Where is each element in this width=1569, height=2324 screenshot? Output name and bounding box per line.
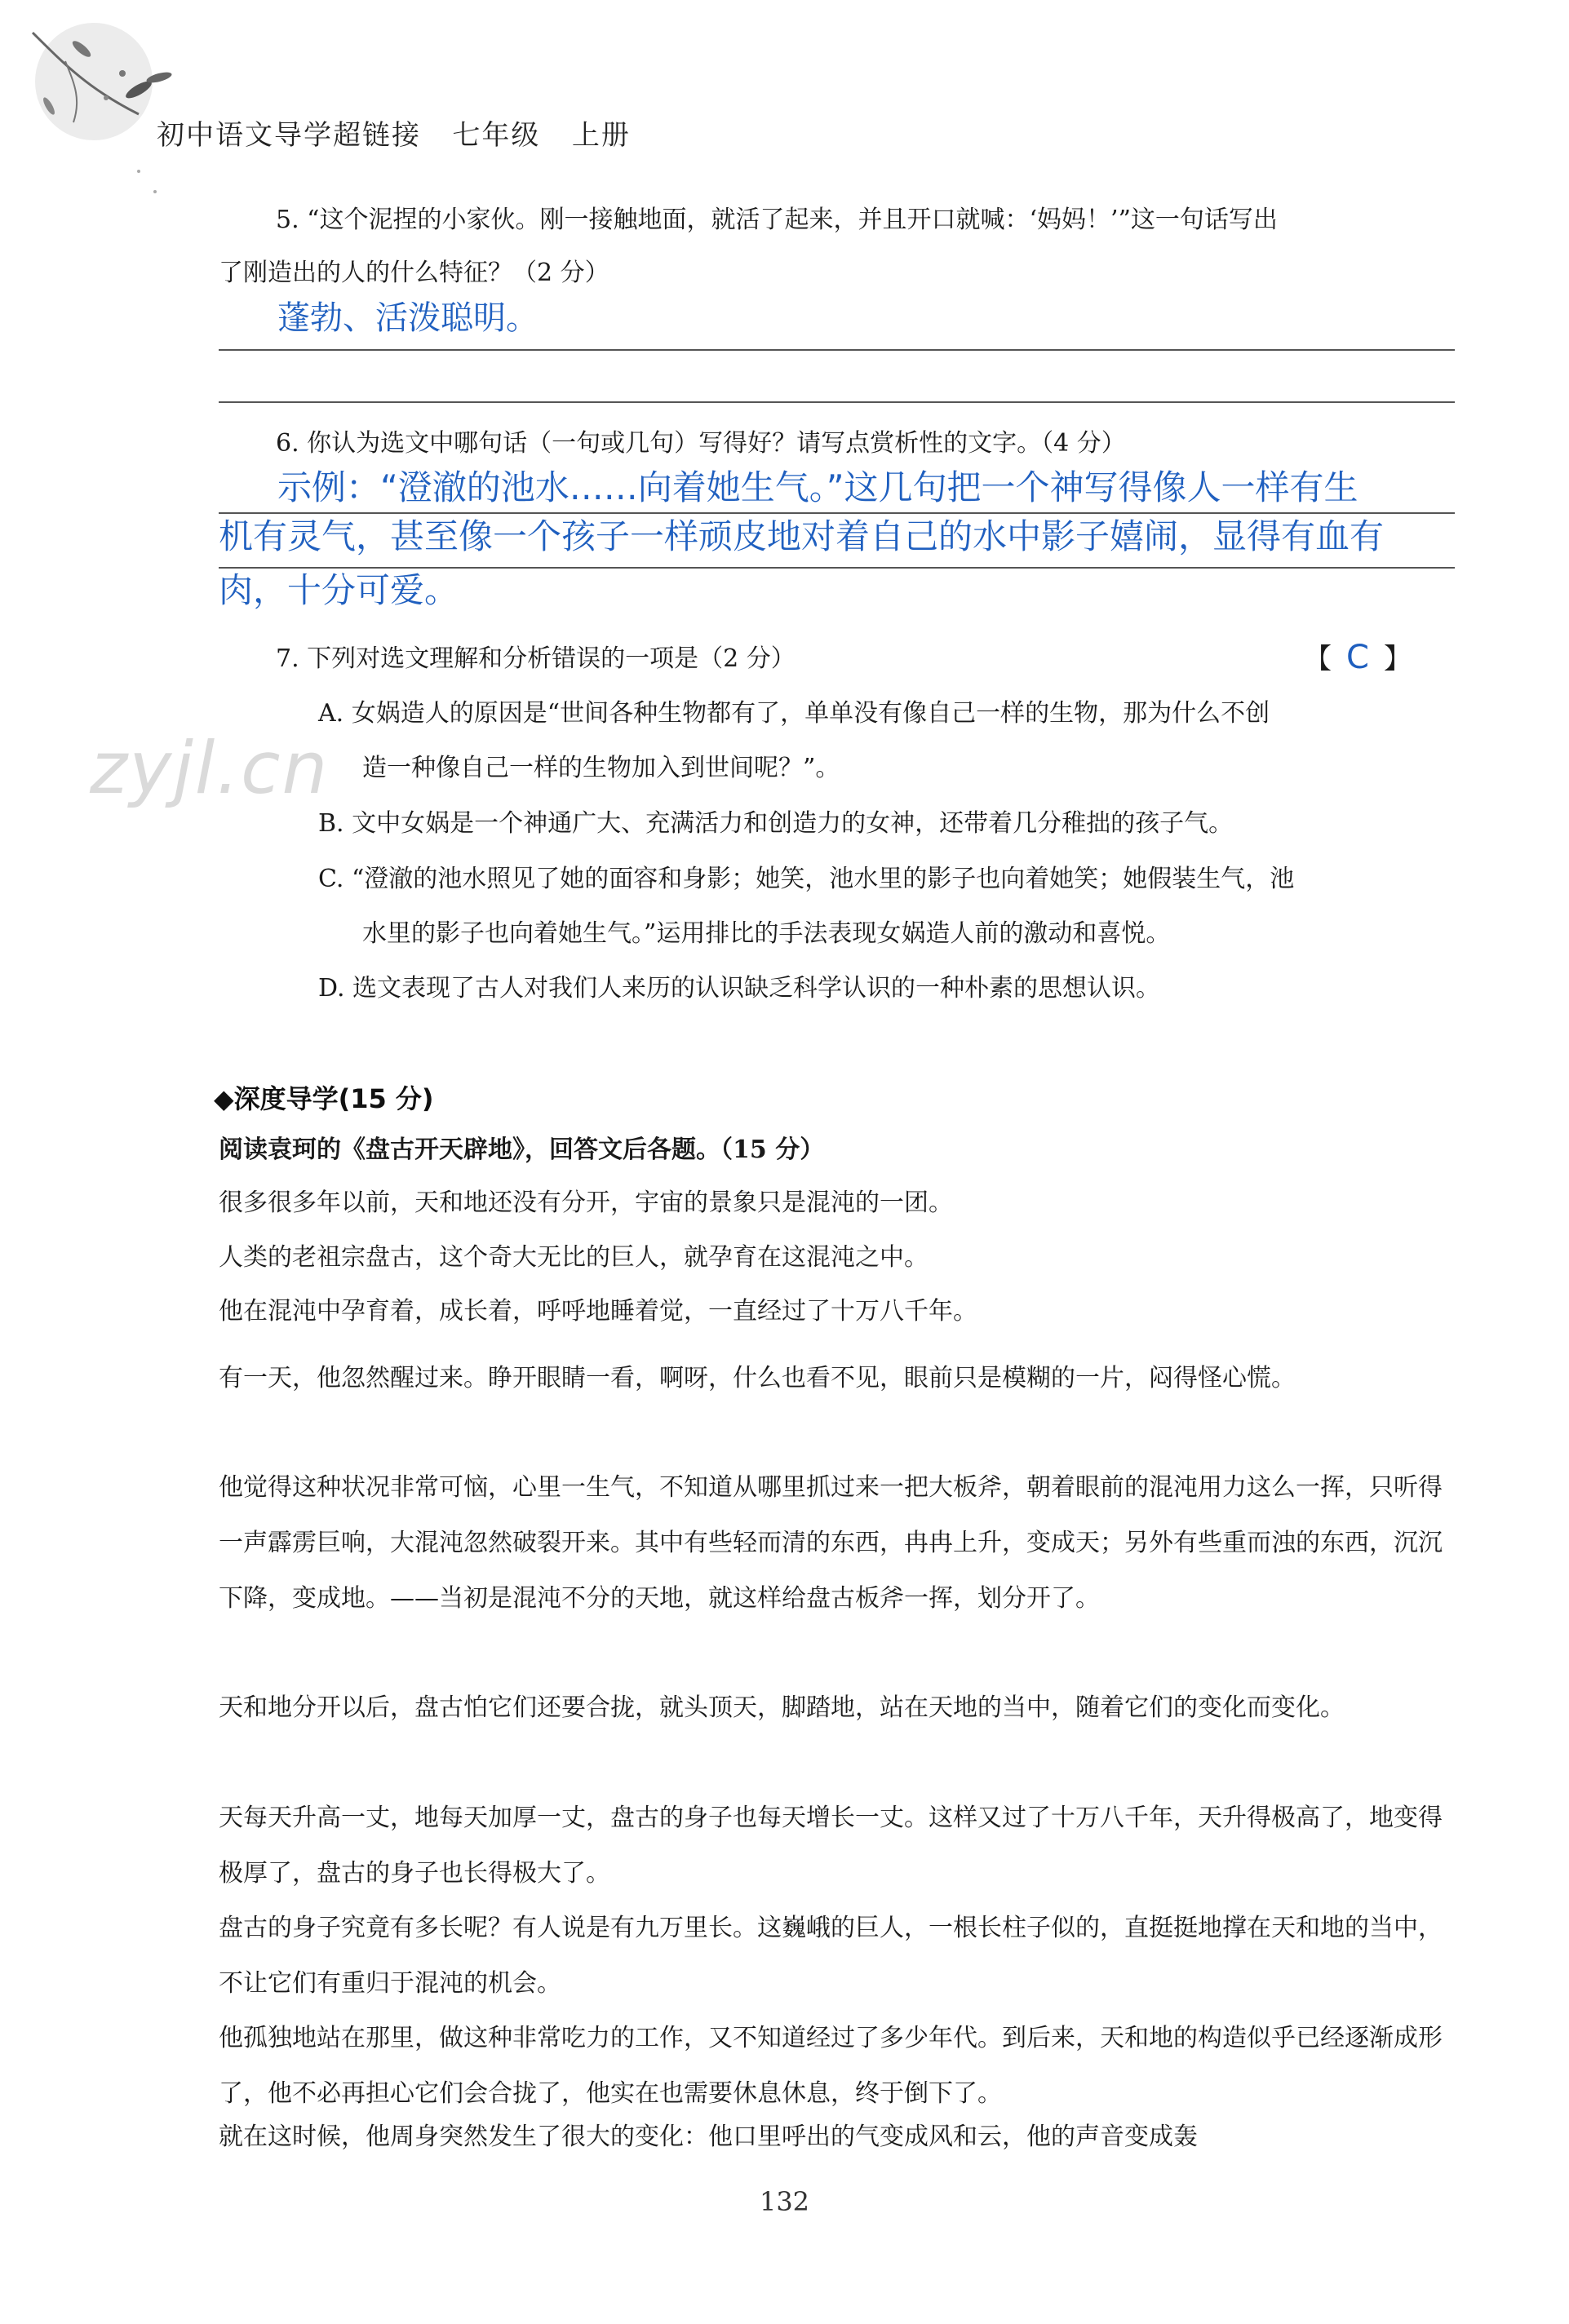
paragraph: 他在混沌中孕育着，成长着，呼呼地睡着觉，一直经过了十万八千年。: [219, 1297, 977, 1326]
section-intro: 阅读袁珂的《盘古开天辟地》，回答文后各题。（15 分）: [219, 1135, 825, 1164]
q7-option-a-line-1: A. 女娲造人的原因是“世间各种生物都有了，单单没有像自己一样的生物，那为什么不创: [318, 699, 1270, 728]
q7-option-c-line-1: C. “澄澈的池水照见了她的面容和身影；她笑，池水里的影子也向着她笑；她假装生气，池: [318, 865, 1295, 893]
q5-line-1: 5. “这个泥捏的小家伙。刚一接触地面，就活了起来，并且开口就喊：‘妈妈！’”这一句话写出: [276, 206, 1278, 234]
watermark: zyjl.cn: [90, 726, 330, 810]
branch-decoration-icon: [16, 16, 180, 196]
q5-answer: 蓬勃、活泼聪明。: [277, 299, 539, 337]
page-number: 132: [759, 2186, 810, 2217]
header-title: 初中语文导学超链接 七年级 上册: [157, 119, 631, 152]
q6-line-1: 6. 你认为选文中哪句话（一句或几句）写得好？请写点赏析性的文字。（4 分）: [276, 429, 1126, 458]
q7-answer: C: [1346, 639, 1369, 676]
section-heading: [214, 1078, 434, 1116]
bracket-open: 【: [1304, 643, 1332, 675]
answer-line: [219, 401, 1455, 403]
paragraph: 他孤独地站在那里，做这种非常吃力的工作，又不知道经过了多少年代。到后来，天和地的构造似乎已经逐渐成形了，他不必再担心它们会合拢了，他实在也需要休息休息，终于倒下了。: [219, 2024, 1443, 2108]
paragraph: 就在这时候，他周身突然发生了很大的变化：他口里呼出的气变成风和云，他的声音变成轰: [219, 2123, 1198, 2151]
q7-option-b: B. 文中女娲是一个神通广大、充满活力和创造力的女神，还带着几分稚拙的孩子气。: [318, 809, 1234, 838]
paragraph: 天和地分开以后，盘古怕它们还要合拢，就头顶天，脚踏地，站在天地的当中，随着它们的变化而变化。: [219, 1693, 1345, 1722]
q7-question: 7. 下列对选文理解和分析错误的一项是（2 分）: [276, 644, 796, 673]
q7-answer-bracket: [1304, 636, 1412, 676]
answer-line: [219, 349, 1455, 351]
paragraph: 人类的老祖宗盘古，这个奇大无比的巨人，就孕育在这混沌之中。: [219, 1243, 929, 1272]
paragraph: 他觉得这种状况非常可恼，心里一生气，不知道从哪里抓过来一把大板斧，朝着眼前的混沌用力这么一挥，只听得一声霹雳巨响，大混沌忽然破裂开来。其中有些轻而清的东西，冉冉上升，变成天；另外有些重而浊的东西，沉沉下降，变成地。——当初是混沌不分的天地，就这样给盘古板斧一挥，划分开了。: [219, 1473, 1443, 1613]
q7-option-d: D. 选文表现了古人对我们人来历的认识缺乏科学认识的一种朴素的思想认识。: [318, 974, 1161, 1003]
q6-answer-line-2: 机有灵气，甚至像一个孩子一样顽皮地对着自己的水中影子嬉闹，显得有血有: [219, 516, 1385, 556]
q6-answer-line-1: 示例：“澄澈的池水……向着她生气。”这几句把一个神写得像人一样有生: [277, 467, 1358, 507]
section-marker-icon: ◆: [214, 1083, 234, 1114]
paragraph: 天每天升高一丈，地每天加厚一丈，盘古的身子也每天增长一丈。这样又过了十万八千年，天升得极高了，地变得极厚了，盘古的身子也长得极大了。: [219, 1804, 1443, 1888]
q6-answer-line-3: 肉，十分可爱。: [219, 570, 459, 610]
section-title: 深度导学(15 分): [233, 1083, 434, 1114]
q7-option-a-line-2: 造一种像自己一样的生物加入到世间呢？”。: [362, 754, 840, 782]
paragraph: 盘古的身子究竟有多长呢？有人说是有九万里长。这巍峨的巨人，一根长柱子似的，直挺挺地撑在天和地的当中，不让它们有重归于混沌的机会。: [219, 1914, 1443, 1998]
q5-line-2: 了刚造出的人的什么特征？（2 分）: [219, 259, 609, 287]
q7-option-c-line-2: 水里的影子也向着她生气。”运用排比的手法表现女娲造人前的激动和喜悦。: [362, 919, 1171, 948]
paragraph: 有一天，他忽然醒过来。睁开眼睛一看，啊呀，什么也看不见，眼前只是模糊的一片，闷得怪心慌。: [219, 1364, 1296, 1392]
bracket-close: 】: [1383, 643, 1412, 675]
paragraph: 很多很多年以前，天和地还没有分开，宇宙的景象只是混沌的一团。: [219, 1189, 953, 1217]
